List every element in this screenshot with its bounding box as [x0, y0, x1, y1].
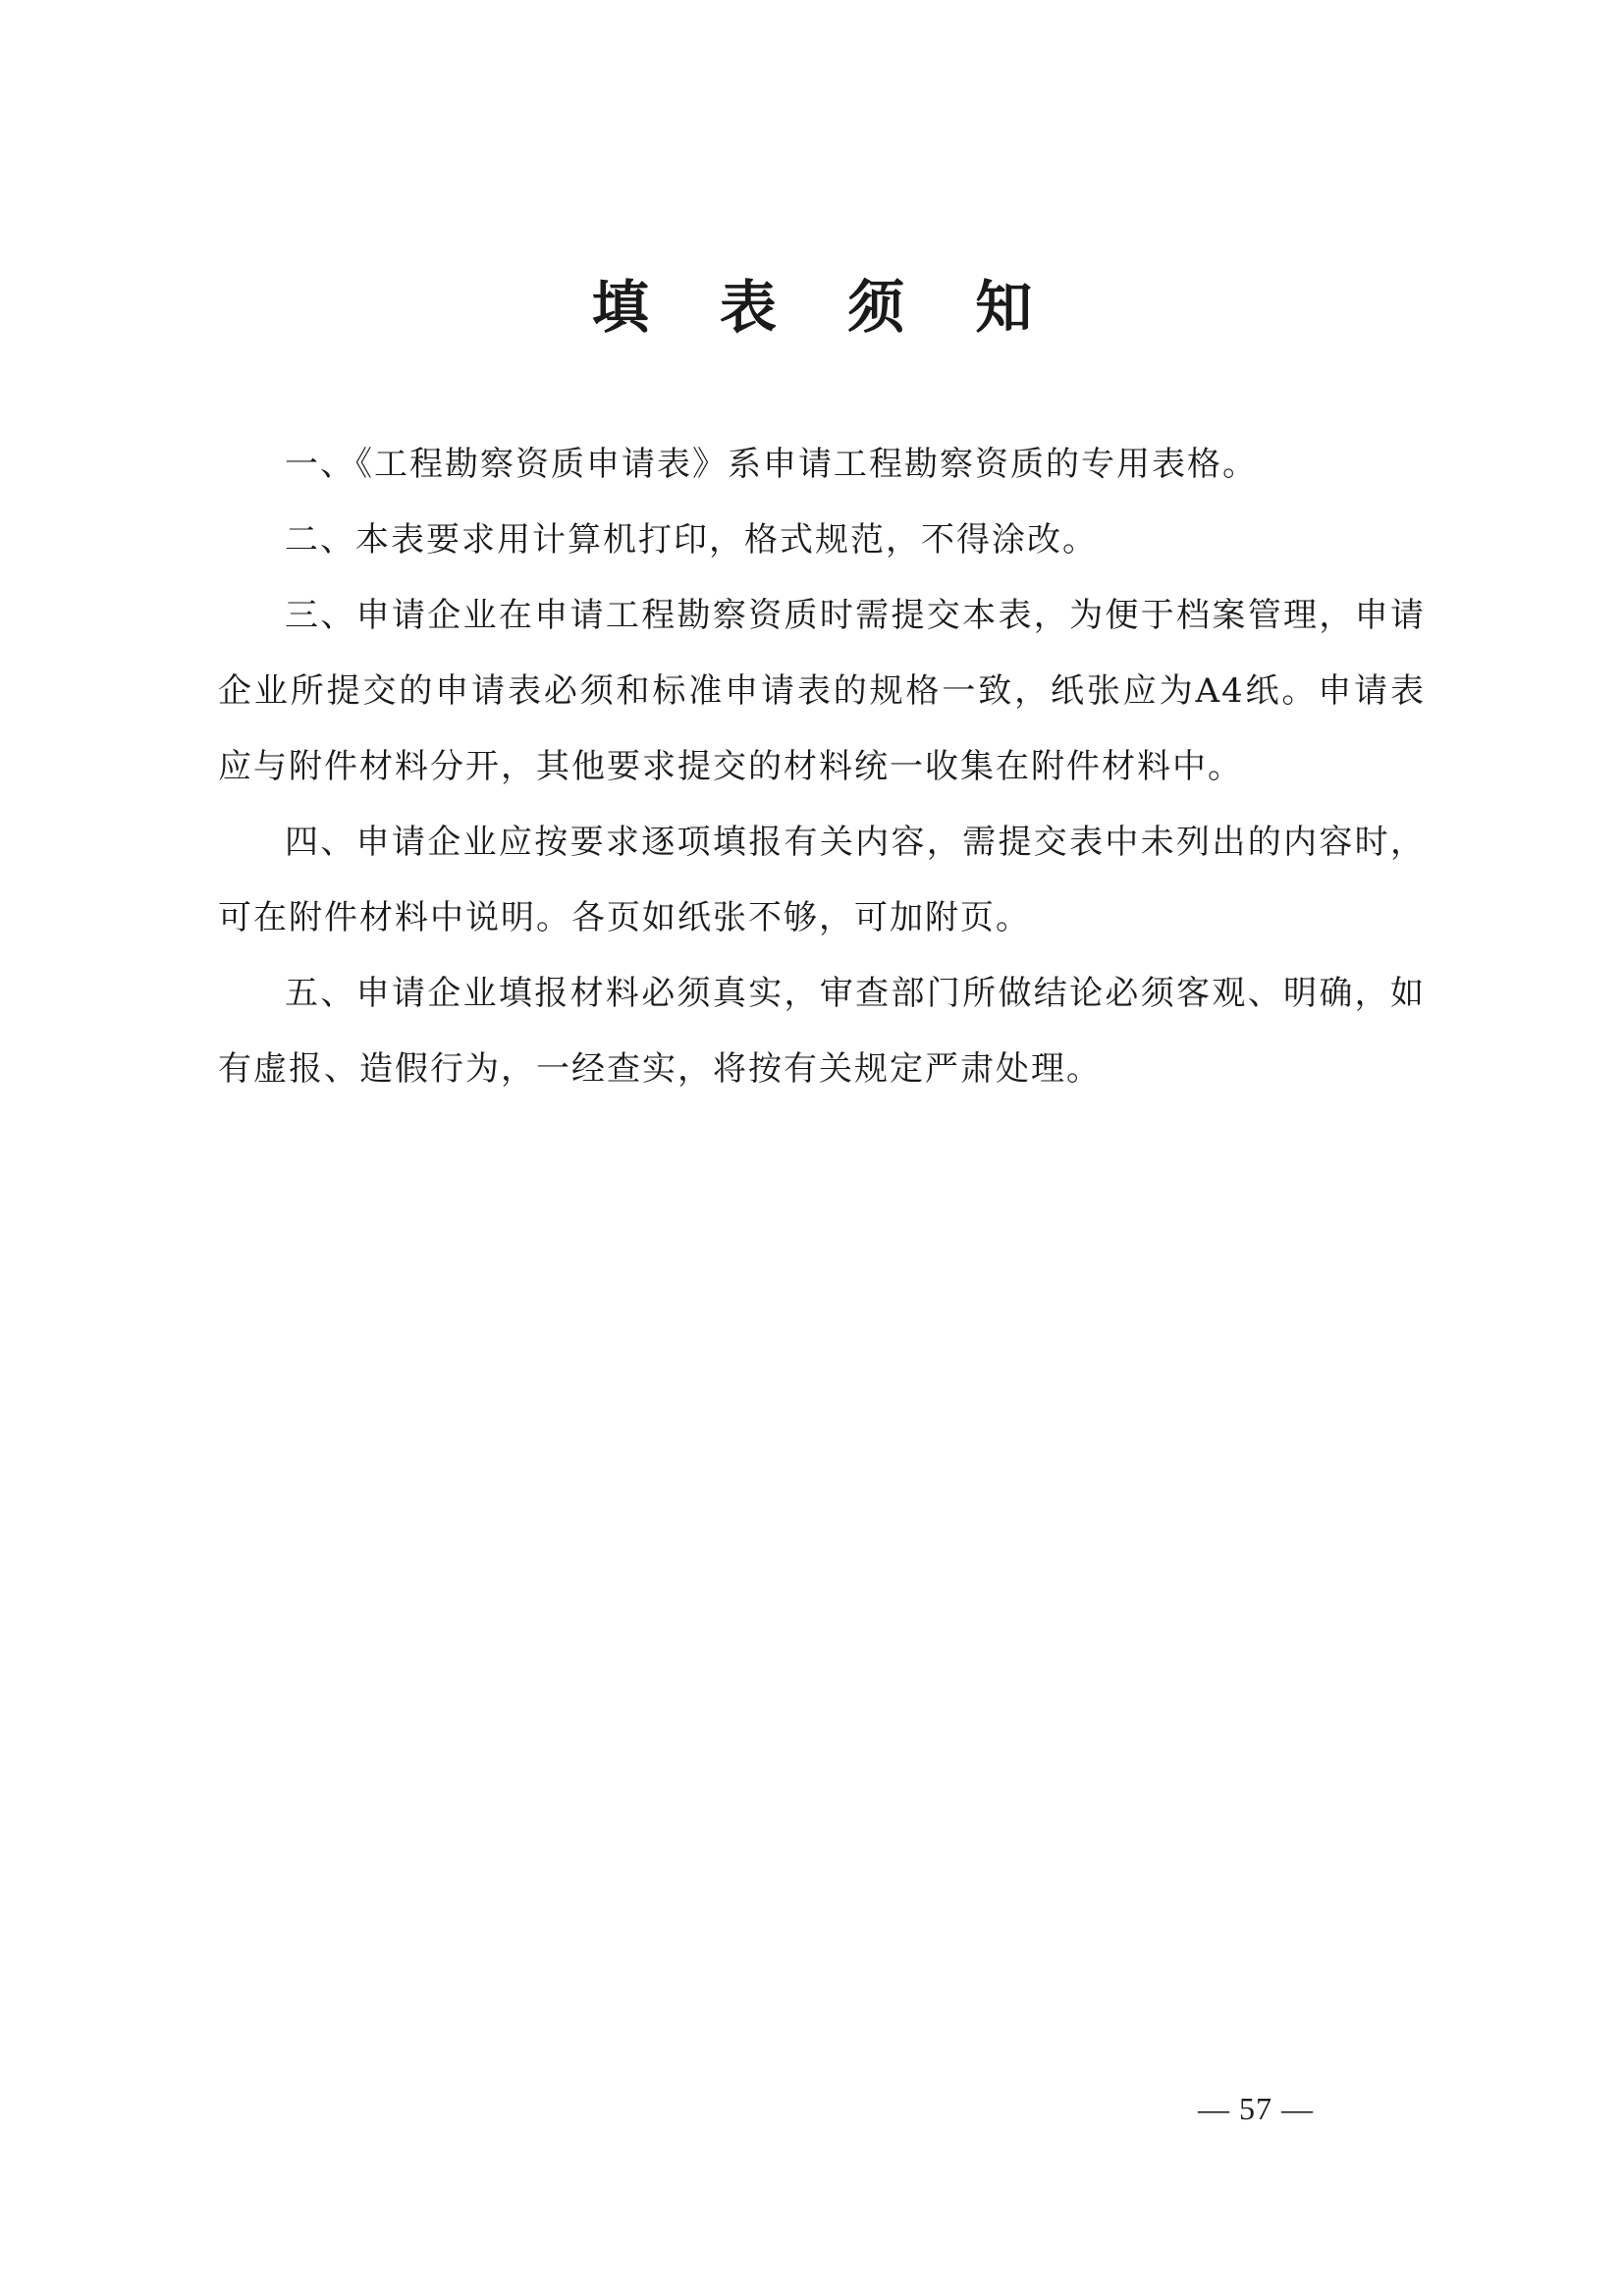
- instructions-body: [218, 427, 1426, 1107]
- instruction-item-4: 四、申请企业应按要求逐项填报有关内容，需提交表中未列出的内容时，可在附件材料中说明。各页如纸张不够，可加附页。: [218, 823, 1426, 937]
- instruction-item-5: 五、申请企业填报材料必须真实，审查部门所做结论必须客观、明确，如有虚报、造假行为，一经查实，将按有关规定严肃处理。: [218, 974, 1426, 1089]
- instruction-item-3: 三、申请企业在申请工程勘察资质时需提交本表，为便于档案管理，申请企业所提交的申请表必须和标准申请表的规格一致，纸张应为A4纸。申请表应与附件材料分开，其他要求提交的材料统一收集在附件材料中。: [218, 596, 1426, 786]
- page-number: — 57 —: [1198, 2091, 1314, 2126]
- instruction-item-2: 二、本表要求用计算机打印，格式规范，不得涂改。: [285, 520, 1098, 560]
- instruction-item-1: 一、《工程勘察资质申请表》系申请工程勘察资质的专用表格。: [285, 445, 1258, 484]
- page-title: 填 表 须 知: [591, 274, 1058, 341]
